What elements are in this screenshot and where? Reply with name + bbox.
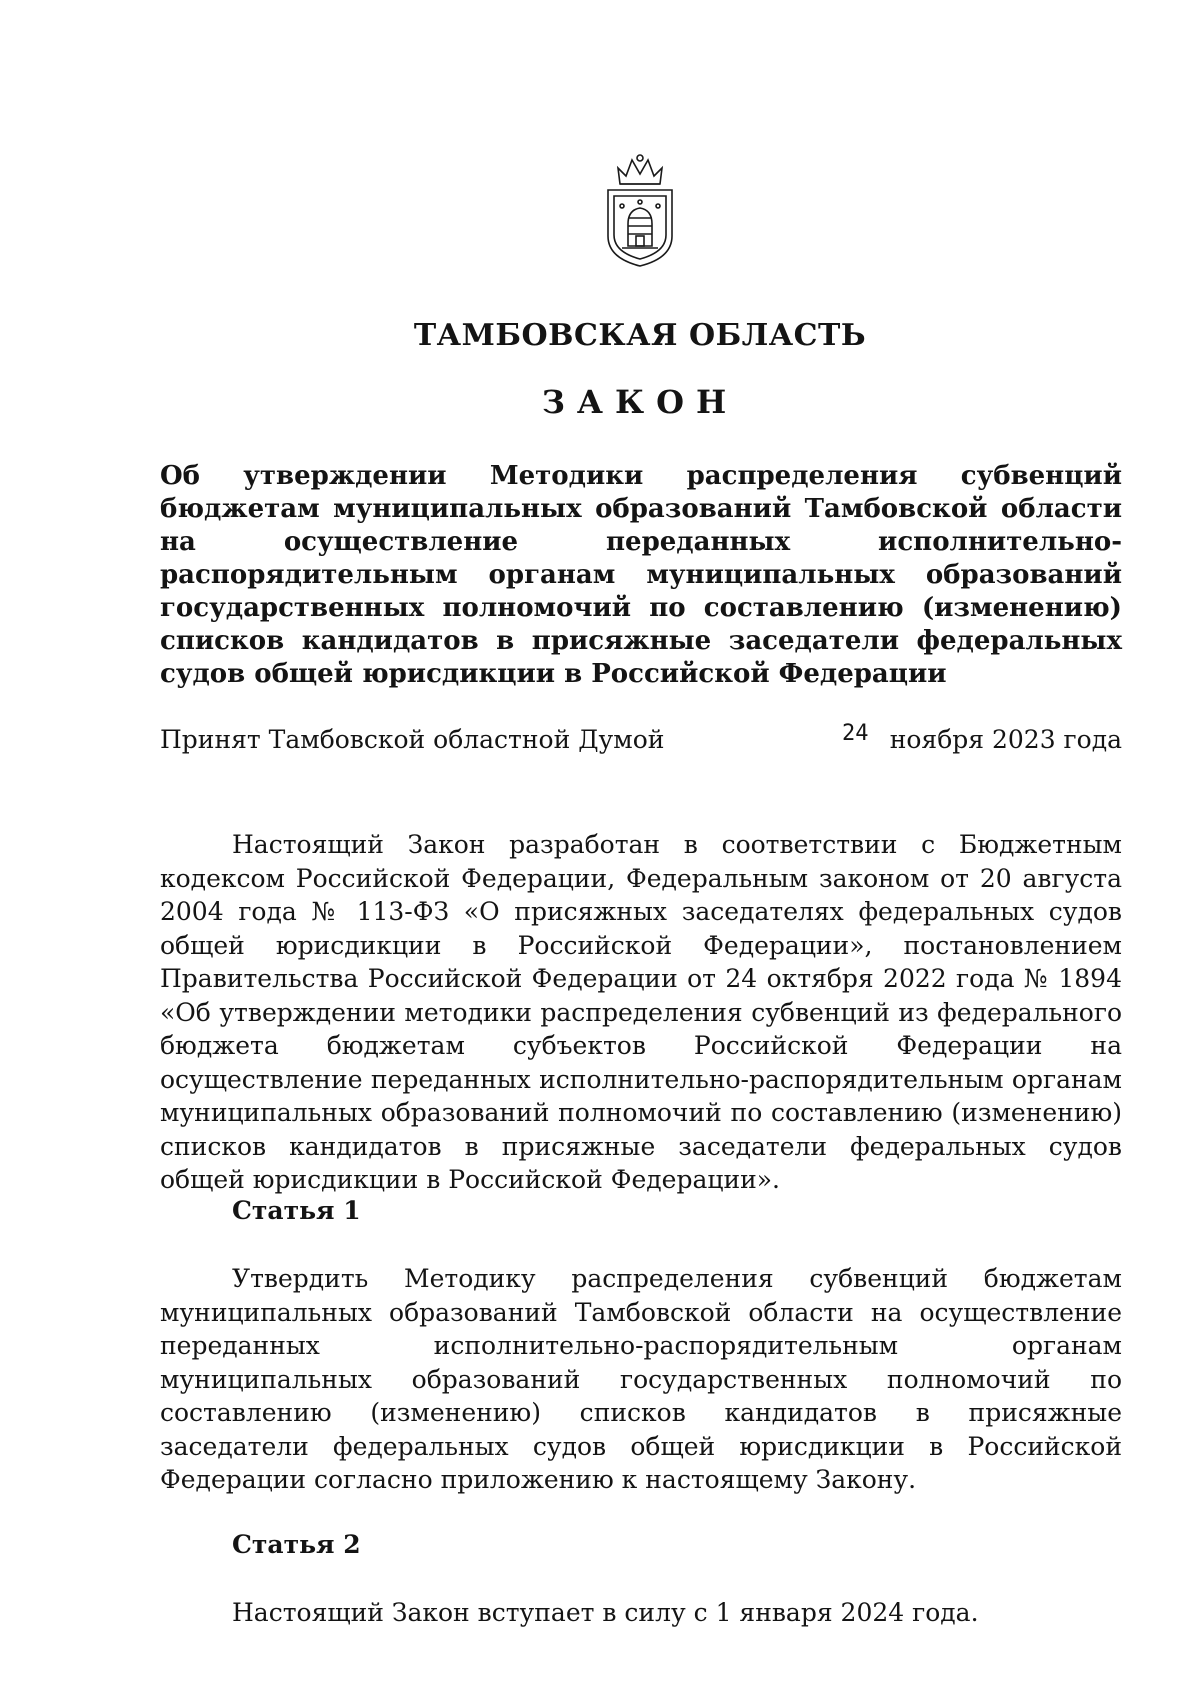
adoption-day: 24 bbox=[842, 721, 869, 746]
article-1-heading: Статья 1 bbox=[232, 1196, 361, 1225]
adoption-line bbox=[160, 721, 1122, 759]
article-1-text: Утвердить Методику распределения субвенций бюджетам муниципальных образований Тамбовской области на осуществление переданных исполнительно-распорядительным органам муниципальных образований государственных полномочий по составлению (изменению) списков кандидатов в присяжные заседатели федеральных судов общей юрисдикции в Российской Федерации согласно приложению к настоящему Закону. bbox=[160, 1264, 1122, 1494]
tambov-coat-of-arms-icon bbox=[598, 150, 682, 270]
law-title: Об утверждении Методики распределения субвенций бюджетам муниципальных образований Тамбовской области на осуществление переданных исполнительно-распорядительным органам муниципальных образований государственных полномочий по составлению (изменению) списков кандидатов в присяжные заседатели федеральных судов общей юрисдикции в Российской Федерации bbox=[160, 461, 1122, 689]
adoption-month-year: ноября 2023 года bbox=[889, 725, 1122, 754]
adopted-by: Принят Тамбовской областной Думой bbox=[160, 725, 665, 754]
preamble-paragraph: Настоящий Закон разработан в соответствии с Бюджетным кодексом Российской Федерации, Федеральным законом от 20 августа 2004 года № 113-ФЗ «О присяжных заседателях федеральных судов общей юрисдикции в Российской Федерации», постановлением Правительства Российской Федерации от 24 октября 2022 года № 1894 «Об утверждении методики распределения субвенций из федерального бюджета бюджетам субъектов Российской Федерации на осуществление переданных исполнительно-распорядительным органам муниципальных образований полномочий по составлению (изменению) списков кандидатов в присяжные заседатели федеральных судов общей юрисдикции в Российской Федерации». bbox=[160, 830, 1122, 1194]
article-2-heading: Статья 2 bbox=[232, 1530, 361, 1559]
region-title: ТАМБОВСКАЯ ОБЛАСТЬ bbox=[413, 318, 867, 353]
document-type: ЗАКОН bbox=[541, 383, 739, 421]
article-2-text: Настоящий Закон вступает в силу с 1 января 2024 года. bbox=[232, 1598, 979, 1627]
